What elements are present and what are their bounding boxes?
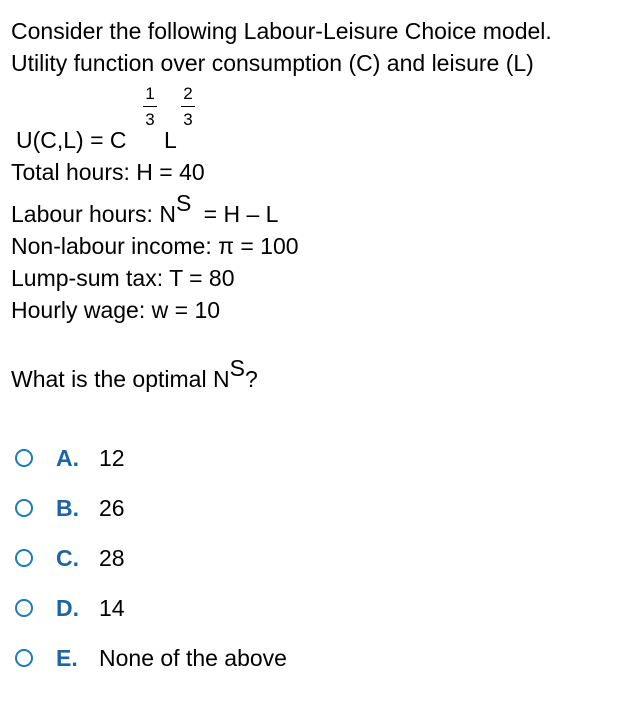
option-b-letter: B. (56, 494, 79, 521)
radio-button-e[interactable] (15, 649, 33, 667)
radio-button-b[interactable] (15, 499, 33, 517)
utility-lhs: U(C,L) = C (16, 127, 127, 153)
option-c-letter: C. (56, 544, 79, 571)
option-a-letter: A. (56, 444, 79, 471)
option-d[interactable] (15, 593, 125, 623)
question-prompt (11, 355, 258, 393)
radio-button-c[interactable] (15, 549, 33, 567)
exp-l-bar (181, 106, 195, 107)
radio-button-d[interactable] (15, 599, 33, 617)
labour-hours-superscript: S (175, 190, 192, 216)
option-d-letter: D. (56, 594, 79, 621)
labour-hours-prefix: Labour hours: N (11, 201, 176, 227)
option-e-letter: E. (56, 644, 78, 671)
exp-c-denominator: 3 (145, 110, 155, 129)
exp-c-numerator: 1 (145, 84, 155, 103)
lump-sum-tax: Lump-sum tax: T = 80 (11, 265, 235, 291)
labour-hours-suffix: = H – L (197, 201, 279, 227)
utility-l-term: L (164, 127, 177, 153)
option-d-text: 14 (99, 594, 125, 621)
exp-l-numerator: 2 (183, 84, 193, 103)
option-c-text: 28 (99, 544, 125, 571)
labour-hours (11, 190, 279, 228)
option-a-text: 12 (99, 444, 125, 471)
hourly-wage: Hourly wage: w = 10 (11, 297, 221, 323)
option-e[interactable] (15, 643, 287, 673)
intro-line-2: Utility function over consumption (C) and leisure (L) (11, 50, 534, 76)
non-labour-income: Non-labour income: π = 100 (11, 233, 299, 259)
prompt-superscript: S (229, 355, 245, 381)
option-b-text: 26 (99, 494, 125, 521)
option-c[interactable] (15, 543, 125, 573)
prompt-prefix: What is the optimal N (11, 366, 230, 392)
prompt-suffix: ? (244, 366, 258, 392)
radio-button-a[interactable] (15, 449, 33, 467)
option-b[interactable] (15, 493, 125, 523)
exp-l-denominator: 3 (183, 110, 193, 129)
intro-line-1: Consider the following Labour-Leisure Choice model. (11, 18, 552, 44)
option-a[interactable] (15, 443, 125, 473)
exp-c-bar (143, 106, 157, 107)
total-hours: Total hours: H = 40 (11, 159, 205, 185)
option-e-text: None of the above (99, 644, 287, 671)
